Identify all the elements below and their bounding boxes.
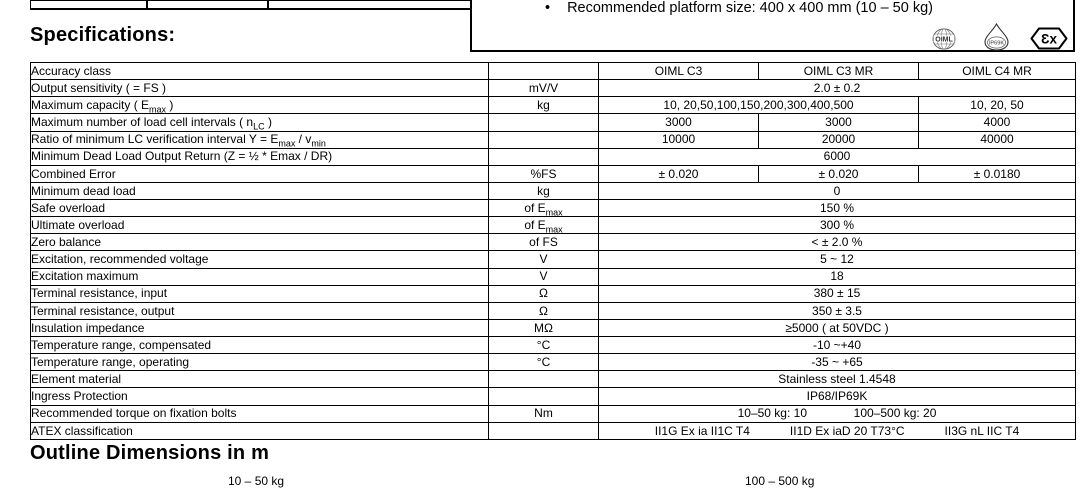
atex-ex-icon: [1030, 27, 1068, 50]
table-row: [31, 63, 1076, 80]
spec-label-cell: Temperature range, compensated: [31, 337, 489, 354]
table-row: [31, 388, 1076, 405]
spec-unit-cell: [489, 371, 599, 388]
spec-label-cell: Recommended torque on fixation bolts: [31, 405, 489, 422]
spec-unit-cell: [489, 131, 599, 148]
spec-value-cell: ± 0.0180: [919, 165, 1076, 182]
spec-unit-cell: MΩ: [489, 319, 599, 336]
spec-value-cell: 10, 20,50,100,150,200,300,400,500: [599, 97, 919, 114]
spec-unit-cell: mV/V: [489, 80, 599, 97]
table-row: [31, 80, 1076, 97]
spec-table-body: [31, 63, 1076, 440]
spec-label-cell: Minimum Dead Load Output Return (Z = ½ * Emax / DR): [31, 148, 489, 165]
spec-label-cell: Temperature range, operating: [31, 354, 489, 371]
spec-value-cell: 350 ± 3.5: [599, 302, 1076, 319]
spec-label-cell: Terminal resistance, output: [31, 302, 489, 319]
spec-value-cell: OIML C3 MR: [759, 63, 919, 80]
spec-value-cell: 380 ± 15: [599, 285, 1076, 302]
spec-value-cell: 300 %: [599, 217, 1076, 234]
spec-unit-cell: V: [489, 251, 599, 268]
spec-unit-cell: °C: [489, 337, 599, 354]
table-row: [31, 371, 1076, 388]
spec-unit-cell: of $E_{max}$: [489, 217, 599, 234]
spec-unit-cell: Ω: [489, 302, 599, 319]
table-gridline: [146, 1, 148, 8]
spec-value-cell: 150 %: [599, 200, 1076, 217]
spec-value-cell: 3000: [759, 114, 919, 131]
spec-unit-cell: [489, 63, 599, 80]
spec-unit-cell: of $E_{max}$: [489, 200, 599, 217]
table-row: [31, 165, 1076, 182]
ip69k-icon: [983, 23, 1010, 51]
spec-value-cell: 0: [599, 182, 1076, 199]
table-row: [31, 354, 1076, 371]
spec-value-cell: 40000: [919, 131, 1076, 148]
spec-unit-cell: Ω: [489, 285, 599, 302]
table-row: [31, 182, 1076, 199]
spec-label-cell: Ultimate overload: [31, 217, 489, 234]
spec-value-cell: 10, 20, 50: [919, 97, 1076, 114]
spec-unit-cell: [489, 114, 599, 131]
platform-size-line: [545, 0, 933, 16]
specifications-table: [30, 62, 1076, 440]
spec-unit-cell: [489, 148, 599, 165]
table-row: [31, 200, 1076, 217]
table-row: [31, 319, 1076, 336]
spec-value-cell: IP68/IP69K: [599, 388, 1076, 405]
table-row: [31, 131, 1076, 148]
spec-unit-cell: °C: [489, 354, 599, 371]
spec-value-cell: 20000: [759, 131, 919, 148]
spec-value-cell: 5 ~ 12: [599, 251, 1076, 268]
spec-value-cell: 4000: [919, 114, 1076, 131]
spec-unit-cell: %FS: [489, 165, 599, 182]
platform-size-text: Recommended platform size: 400 x 400 mm (10 – 50 kg): [567, 0, 933, 16]
cropped-table-fragment: [30, 0, 471, 10]
table-row: [31, 217, 1076, 234]
table-row: [31, 114, 1076, 131]
table-row: [31, 97, 1076, 114]
bullet-icon: •: [545, 0, 551, 16]
spec-value-cell: OIML C4 MR: [919, 63, 1076, 80]
spec-value-cell: 6000: [599, 148, 1076, 165]
spec-unit-cell: Nm: [489, 405, 599, 422]
spec-label-cell: Excitation maximum: [31, 268, 489, 285]
spec-value-cell: 2.0 ± 0.2: [599, 80, 1076, 97]
spec-label-cell: Minimum dead load: [31, 182, 489, 199]
partial-range-label-right: 100 – 500 kg: [745, 474, 815, 488]
spec-label-cell: Output sensitivity ( = FS ): [31, 80, 489, 97]
table-row: [31, 234, 1076, 251]
spec-value-cell: 18: [599, 268, 1076, 285]
spec-unit-cell: [489, 388, 599, 405]
spec-label-cell: Safe overload: [31, 200, 489, 217]
spec-label-cell: Maximum capacity ( $E_{max}$ ): [31, 97, 489, 114]
spec-value-cell: -10 ~+40: [599, 337, 1076, 354]
spec-label-cell: Ratio of minimum LC verification interval $Y = E_{max} / v_{min}$: [31, 131, 489, 148]
spec-label-cell: Element material: [31, 371, 489, 388]
spec-unit-cell: V: [489, 268, 599, 285]
oiml-icon-label: OIML: [935, 36, 953, 44]
spec-value-cell: ≥5000 ( at 50VDC ): [599, 319, 1076, 336]
table-gridline: [267, 1, 269, 8]
table-row: [31, 422, 1076, 439]
spec-unit-cell: [489, 422, 599, 439]
spec-value-cell: -35 ~ +65: [599, 354, 1076, 371]
spec-label-cell: Combined Error: [31, 165, 489, 182]
table-row: [31, 268, 1076, 285]
spec-value-cell: 3000: [599, 114, 759, 131]
table-row: [31, 251, 1076, 268]
oiml-icon: [932, 28, 956, 50]
spec-unit-cell: kg: [489, 182, 599, 199]
spec-value-cell: Stainless steel 1.4548: [599, 371, 1076, 388]
table-row: [31, 285, 1076, 302]
spec-label-cell: Maximum number of load cell intervals ( $n_{LC}$ ): [31, 114, 489, 131]
ip69k-icon-label: IP69K: [988, 40, 1005, 47]
table-row: [31, 148, 1076, 165]
spec-value-cell: ± 0.020: [599, 165, 759, 182]
table-row: [31, 337, 1076, 354]
outline-dimensions-heading: Outline Dimensions in m: [30, 442, 270, 464]
spec-label-cell: Zero balance: [31, 234, 489, 251]
specifications-heading: Specifications:: [30, 24, 176, 46]
table-row: [31, 405, 1076, 422]
spec-label-cell: Accuracy class: [31, 63, 489, 80]
table-row: [31, 302, 1076, 319]
spec-value-cell: < ± 2.0 %: [599, 234, 1076, 251]
spec-value-cell: 10–50 kg: 10 100–500 kg: 20: [599, 405, 1076, 422]
partial-range-label-left: 10 – 50 kg: [228, 474, 285, 488]
spec-label-cell: Terminal resistance, input: [31, 285, 489, 302]
spec-value-cell: 10000: [599, 131, 759, 148]
spec-unit-cell: kg: [489, 97, 599, 114]
spec-value-cell: OIML C3: [599, 63, 759, 80]
atex-ex-icon-label: Ɛx: [1041, 31, 1057, 47]
spec-value-cell: ± 0.020: [759, 165, 919, 182]
spec-unit-cell: of FS: [489, 234, 599, 251]
spec-label-cell: ATEX classification: [31, 422, 489, 439]
spec-value-cell: II1G Ex ia II1C T4 II1D Ex iaD 20 T73°C II3G nL IIC T4: [599, 422, 1076, 439]
spec-label-cell: Insulation impedance: [31, 319, 489, 336]
spec-label-cell: Excitation, recommended voltage: [31, 251, 489, 268]
spec-label-cell: Ingress Protection: [31, 388, 489, 405]
